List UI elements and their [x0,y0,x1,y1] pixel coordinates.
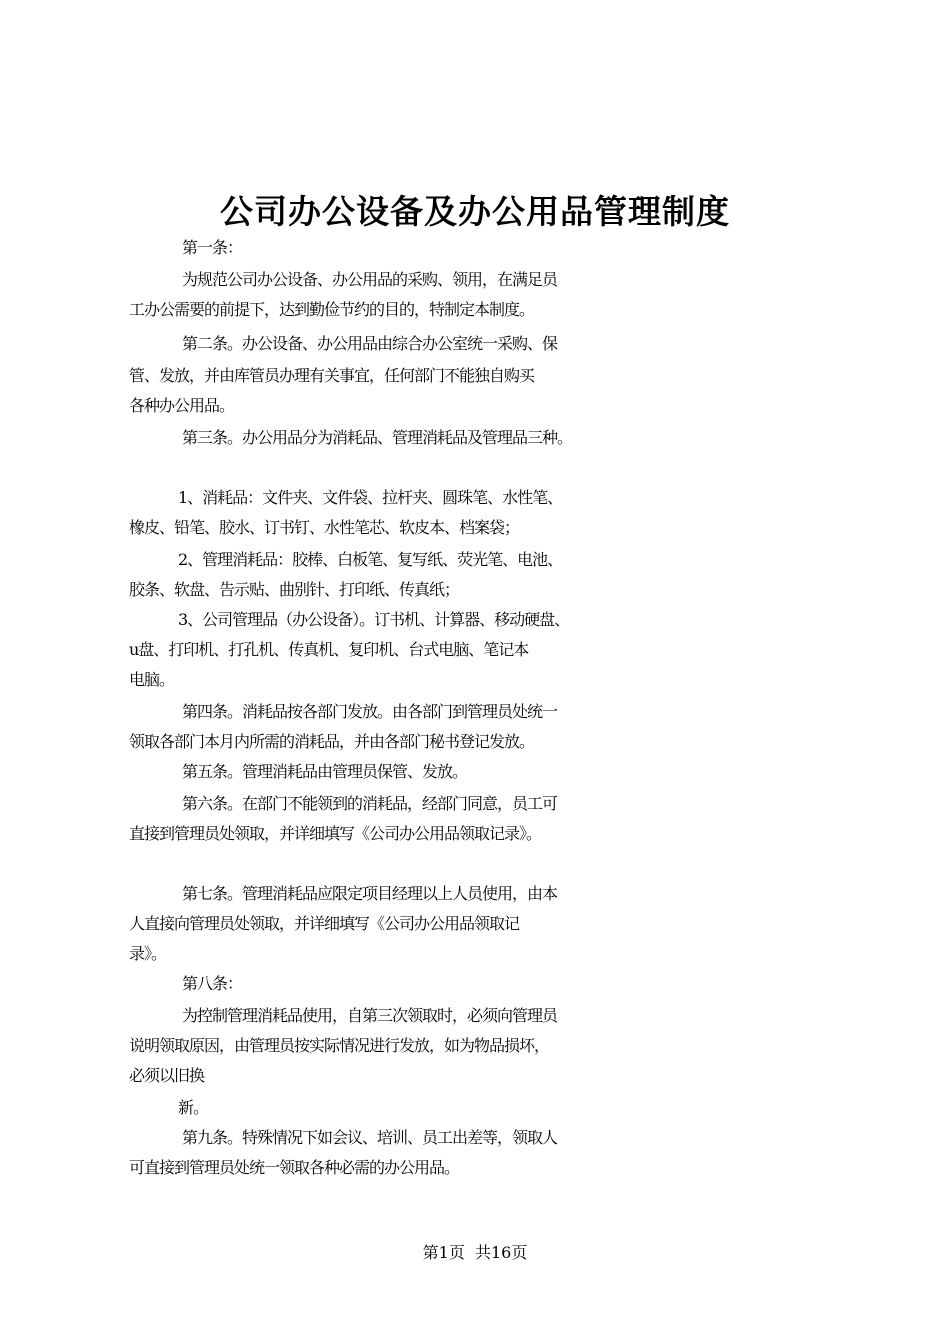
body-line: 工办公需要的前提下，达到勤俭节约的目的，特制定本制度。 [129,300,535,319]
body-line: 必须以旧换 [129,1066,205,1085]
body-line: 胶条、软盘、告示贴、曲别针、打印纸、传真纸； [129,580,460,599]
document-title: 公司办公设备及办公用品管理制度 [220,192,730,231]
body-line: 各种办公用品。 [129,396,235,415]
list-item-3: 3、公司管理品（办公设备）。订书机、计算器、移动硬盘、 [178,610,570,629]
body-line: 为控制管理消耗品使用，自第三次领取时，必须向管理员 [182,1006,558,1025]
article-5-line: 第五条。管理消耗品由管理员保管、发放。 [182,762,468,781]
body-line: 人直接向管理员处领取，并详细填写《公司办公用品领取记 [129,914,520,933]
article-1-heading: 第一条： [182,238,243,257]
body-line: 为规范公司办公设备、办公用品的采购、领用，在满足员 [182,270,558,289]
page-number: 第1页 共16页 [422,1243,528,1262]
body-line: 录》。 [129,944,167,963]
body-line: 新。 [178,1098,209,1117]
article-8-heading: 第八条： [182,974,243,993]
body-line: 电脑。 [129,670,175,689]
article-3-line: 第三条。办公用品分为消耗品、管理消耗品及管理品三种。 [182,428,573,447]
body-line: 直接到管理员处领取，并详细填写《公司办公用品领取记录》。 [129,824,542,843]
body-line: 说明领取原因，由管理员按实际情况进行发放，如为物品损坏， [129,1036,550,1055]
article-6-line: 第六条。在部门不能领到的消耗品，经部门同意，员工可 [182,794,558,813]
article-2-line: 第二条。办公设备、办公用品由综合办公室统一采购、保 [182,334,558,353]
body-line: 可直接到管理员处统一领取各种必需的办公用品。 [129,1158,460,1177]
list-item-2: 2、管理消耗品：胶棒、白板笔、复写纸、荧光笔、电池、 [178,550,563,569]
article-4-line: 第四条。消耗品按各部门发放。由各部门到管理员处统一 [182,702,558,721]
body-line: 领取各部门本月内所需的消耗品，并由各部门秘书登记发放。 [129,732,535,751]
body-line: 管、发放，并由库管员办理有关事宜，任何部门不能独自购买 [129,366,535,385]
body-line: u盘、打印机、打孔机、传真机、复印机、台式电脑、笔记本 [129,640,529,659]
article-7-line: 第七条。管理消耗品应限定项目经理以上人员使用，由本 [182,884,558,903]
list-item-1: 1、消耗品：文件夹、文件袋、拉杆夹、圆珠笔、水性笔、 [178,488,563,507]
article-9-line: 第九条。特殊情况下如会议、培训、员工出差等，领取人 [182,1128,558,1147]
body-line: 橡皮、铅笔、胶水、订书钉、水性笔芯、软皮本、档案袋； [129,518,520,537]
